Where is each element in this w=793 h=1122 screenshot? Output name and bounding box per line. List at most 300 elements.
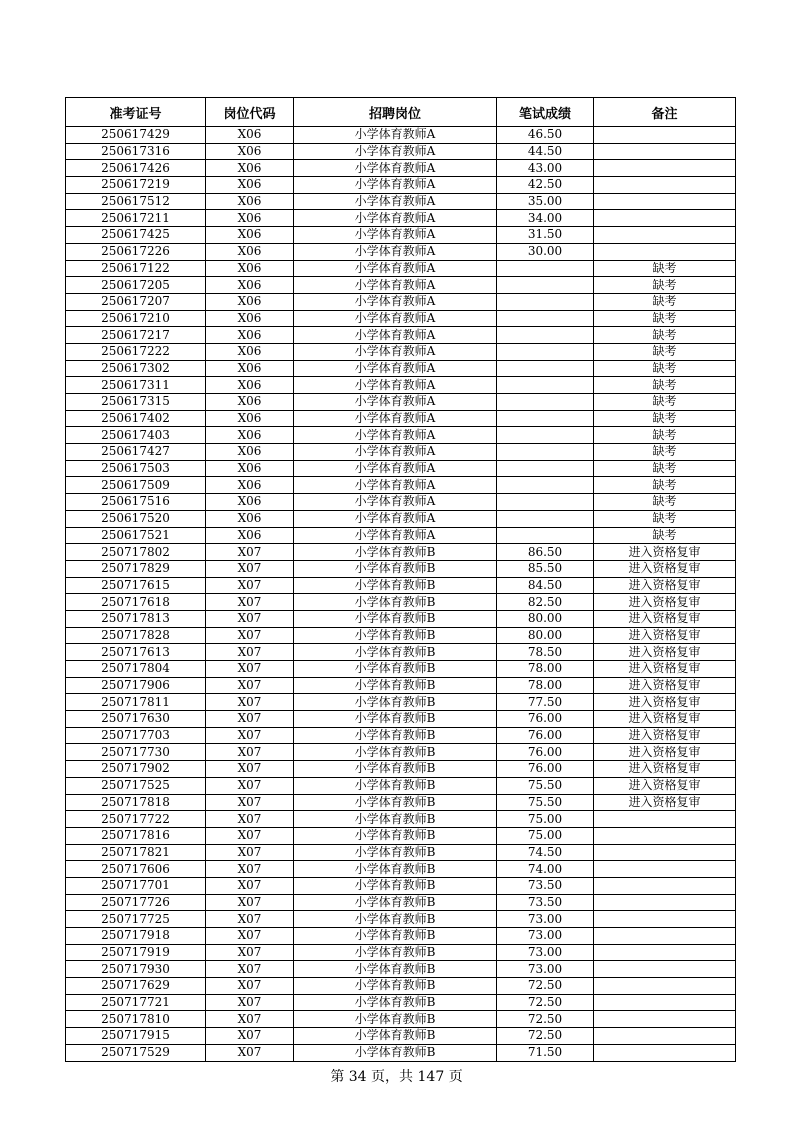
cell-position: 小学体育教师B	[294, 610, 497, 627]
cell-remarks: 缺考	[594, 477, 736, 494]
cell-position: 小学体育教师A	[294, 477, 497, 494]
cell-written-score: 73.00	[497, 961, 594, 978]
cell-position-code: X06	[206, 177, 294, 194]
header-position-code: 岗位代码	[206, 98, 294, 127]
table-row	[66, 1011, 736, 1028]
cell-position-code: X06	[206, 193, 294, 210]
cell-position-code: X07	[206, 711, 294, 728]
cell-position-code: X07	[206, 560, 294, 577]
footer-total-pages: 147	[417, 1069, 445, 1085]
cell-admission-number: 250717906	[66, 677, 206, 694]
cell-remarks: 进入资格复审	[594, 777, 736, 794]
cell-remarks: 进入资格复审	[594, 661, 736, 678]
header-admission-number: 准考证号	[66, 98, 206, 127]
cell-admission-number: 250717630	[66, 711, 206, 728]
cell-admission-number: 250717829	[66, 560, 206, 577]
cell-position: 小学体育教师B	[294, 911, 497, 928]
cell-position-code: X07	[206, 961, 294, 978]
table-row	[66, 260, 736, 277]
table-row	[66, 994, 736, 1011]
cell-admission-number: 250717618	[66, 594, 206, 611]
table-row	[66, 210, 736, 227]
cell-admission-number: 250717802	[66, 544, 206, 561]
table-row	[66, 310, 736, 327]
cell-position: 小学体育教师B	[294, 944, 497, 961]
table-row	[66, 160, 736, 177]
cell-written-score: 73.00	[497, 928, 594, 945]
table-row	[66, 510, 736, 527]
table-row	[66, 460, 736, 477]
cell-admission-number: 250717613	[66, 644, 206, 661]
cell-admission-number: 250617509	[66, 477, 206, 494]
cell-position-code: X07	[206, 677, 294, 694]
cell-remarks	[594, 861, 736, 878]
cell-position-code: X06	[206, 277, 294, 294]
cell-remarks: 进入资格复审	[594, 594, 736, 611]
table-row	[66, 343, 736, 360]
cell-remarks	[594, 160, 736, 177]
cell-remarks: 进入资格复审	[594, 577, 736, 594]
cell-position-code: X07	[206, 627, 294, 644]
cell-remarks: 进入资格复审	[594, 744, 736, 761]
cell-position-code: X07	[206, 1028, 294, 1045]
table-row	[66, 293, 736, 310]
cell-position: 小学体育教师A	[294, 343, 497, 360]
cell-remarks: 缺考	[594, 327, 736, 344]
cell-remarks	[594, 894, 736, 911]
cell-position-code: X07	[206, 944, 294, 961]
cell-written-score: 30.00	[497, 243, 594, 260]
cell-remarks	[594, 210, 736, 227]
cell-position: 小学体育教师A	[294, 177, 497, 194]
cell-written-score: 75.50	[497, 777, 594, 794]
header-written-score: 笔试成绩	[497, 98, 594, 127]
table-row	[66, 861, 736, 878]
cell-position: 小学体育教师B	[294, 877, 497, 894]
cell-remarks	[594, 143, 736, 160]
cell-written-score: 78.00	[497, 661, 594, 678]
footer-suffix: 页	[448, 1069, 463, 1085]
cell-position-code: X07	[206, 610, 294, 627]
cell-position: 小学体育教师B	[294, 994, 497, 1011]
cell-written-score: 43.00	[497, 160, 594, 177]
cell-written-score: 75.00	[497, 827, 594, 844]
table-row	[66, 911, 736, 928]
cell-remarks: 缺考	[594, 343, 736, 360]
cell-remarks: 进入资格复审	[594, 694, 736, 711]
cell-admission-number: 250717918	[66, 928, 206, 945]
cell-position: 小学体育教师B	[294, 844, 497, 861]
cell-written-score: 80.00	[497, 610, 594, 627]
cell-admission-number: 250717722	[66, 811, 206, 828]
table-row	[66, 661, 736, 678]
cell-position-code: X07	[206, 594, 294, 611]
cell-position: 小学体育教师A	[294, 160, 497, 177]
cell-remarks	[594, 227, 736, 244]
cell-written-score	[497, 260, 594, 277]
table-row	[66, 811, 736, 828]
cell-remarks: 进入资格复审	[594, 761, 736, 778]
cell-position-code: X06	[206, 510, 294, 527]
cell-written-score: 82.50	[497, 594, 594, 611]
cell-written-score: 31.50	[497, 227, 594, 244]
table-body	[66, 127, 736, 1062]
cell-admission-number: 250717726	[66, 894, 206, 911]
cell-position-code: X06	[206, 260, 294, 277]
cell-position: 小学体育教师A	[294, 277, 497, 294]
table-row	[66, 227, 736, 244]
cell-position-code: X06	[206, 394, 294, 411]
table-row	[66, 494, 736, 511]
cell-written-score	[497, 277, 594, 294]
cell-position-code: X06	[206, 527, 294, 544]
table-row	[66, 877, 736, 894]
table-row	[66, 444, 736, 461]
cell-written-score: 78.50	[497, 644, 594, 661]
cell-written-score	[497, 343, 594, 360]
cell-written-score: 76.00	[497, 711, 594, 728]
cell-admission-number: 250717915	[66, 1028, 206, 1045]
cell-written-score: 72.50	[497, 1011, 594, 1028]
page-footer	[0, 1066, 793, 1086]
cell-position-code: X07	[206, 744, 294, 761]
cell-position-code: X07	[206, 644, 294, 661]
table-row	[66, 610, 736, 627]
cell-remarks	[594, 811, 736, 828]
table-row	[66, 894, 736, 911]
cell-admission-number: 250717629	[66, 978, 206, 995]
table-row	[66, 694, 736, 711]
cell-position: 小学体育教师A	[294, 394, 497, 411]
table-row	[66, 794, 736, 811]
cell-admission-number: 250717701	[66, 877, 206, 894]
cell-written-score: 72.50	[497, 978, 594, 995]
cell-remarks	[594, 911, 736, 928]
cell-written-score: 74.50	[497, 844, 594, 861]
cell-written-score	[497, 310, 594, 327]
cell-remarks: 缺考	[594, 494, 736, 511]
cell-position: 小学体育教师B	[294, 627, 497, 644]
table-row	[66, 978, 736, 995]
table-row	[66, 777, 736, 794]
cell-position-code: X06	[206, 477, 294, 494]
cell-admission-number: 250717813	[66, 610, 206, 627]
cell-admission-number: 250617402	[66, 410, 206, 427]
cell-written-score: 76.00	[497, 761, 594, 778]
table-row	[66, 944, 736, 961]
cell-written-score: 35.00	[497, 193, 594, 210]
cell-position: 小学体育教师B	[294, 894, 497, 911]
table-row	[66, 127, 736, 144]
table-row	[66, 560, 736, 577]
cell-admission-number: 250617217	[66, 327, 206, 344]
cell-remarks	[594, 844, 736, 861]
cell-written-score	[497, 510, 594, 527]
cell-position-code: X06	[206, 343, 294, 360]
cell-remarks	[594, 961, 736, 978]
cell-position: 小学体育教师B	[294, 761, 497, 778]
cell-position: 小学体育教师A	[294, 243, 497, 260]
table-row	[66, 143, 736, 160]
cell-position-code: X07	[206, 827, 294, 844]
cell-remarks: 缺考	[594, 293, 736, 310]
cell-admission-number: 250617429	[66, 127, 206, 144]
cell-position-code: X07	[206, 861, 294, 878]
cell-position-code: X07	[206, 794, 294, 811]
cell-admission-number: 250617403	[66, 427, 206, 444]
cell-position: 小学体育教师A	[294, 510, 497, 527]
cell-position: 小学体育教师B	[294, 928, 497, 945]
cell-admission-number: 250717828	[66, 627, 206, 644]
cell-admission-number: 250617316	[66, 143, 206, 160]
cell-position-code: X07	[206, 777, 294, 794]
header-position: 招聘岗位	[294, 98, 497, 127]
cell-remarks	[594, 243, 736, 260]
table-row	[66, 427, 736, 444]
cell-position: 小学体育教师A	[294, 360, 497, 377]
cell-remarks	[594, 127, 736, 144]
cell-written-score: 73.50	[497, 894, 594, 911]
cell-written-score	[497, 494, 594, 511]
cell-position: 小学体育教师B	[294, 777, 497, 794]
cell-position: 小学体育教师B	[294, 1044, 497, 1061]
table-row	[66, 394, 736, 411]
cell-remarks: 进入资格复审	[594, 727, 736, 744]
cell-remarks: 缺考	[594, 427, 736, 444]
cell-admission-number: 250617512	[66, 193, 206, 210]
cell-position: 小学体育教师B	[294, 544, 497, 561]
cell-remarks	[594, 944, 736, 961]
cell-written-score: 72.50	[497, 1028, 594, 1045]
cell-written-score: 76.00	[497, 727, 594, 744]
footer-page-number: 34	[348, 1069, 367, 1085]
cell-position: 小学体育教师B	[294, 1028, 497, 1045]
cell-admission-number: 250617426	[66, 160, 206, 177]
cell-position-code: X07	[206, 911, 294, 928]
table-row	[66, 961, 736, 978]
cell-admission-number: 250717902	[66, 761, 206, 778]
cell-remarks: 进入资格复审	[594, 644, 736, 661]
cell-written-score	[497, 427, 594, 444]
cell-admission-number: 250717606	[66, 861, 206, 878]
cell-position-code: X07	[206, 694, 294, 711]
cell-remarks	[594, 1044, 736, 1061]
cell-remarks: 进入资格复审	[594, 544, 736, 561]
table-row	[66, 360, 736, 377]
cell-remarks: 缺考	[594, 410, 736, 427]
table-row	[66, 928, 736, 945]
table-row	[66, 827, 736, 844]
cell-position: 小学体育教师B	[294, 694, 497, 711]
cell-position: 小学体育教师B	[294, 978, 497, 995]
cell-position: 小学体育教师A	[294, 527, 497, 544]
cell-written-score: 76.00	[497, 744, 594, 761]
cell-admission-number: 250617219	[66, 177, 206, 194]
table-row	[66, 711, 736, 728]
cell-position-code: X06	[206, 460, 294, 477]
cell-position-code: X06	[206, 293, 294, 310]
cell-admission-number: 250717529	[66, 1044, 206, 1061]
cell-position: 小学体育教师B	[294, 577, 497, 594]
cell-written-score: 34.00	[497, 210, 594, 227]
cell-written-score: 46.50	[497, 127, 594, 144]
cell-admission-number: 250717821	[66, 844, 206, 861]
cell-position-code: X06	[206, 227, 294, 244]
cell-position-code: X06	[206, 360, 294, 377]
cell-position: 小学体育教师B	[294, 727, 497, 744]
table-row	[66, 594, 736, 611]
cell-admission-number: 250617503	[66, 460, 206, 477]
cell-written-score: 73.00	[497, 944, 594, 961]
cell-position: 小学体育教师B	[294, 594, 497, 611]
cell-admission-number: 250617211	[66, 210, 206, 227]
cell-remarks: 进入资格复审	[594, 627, 736, 644]
cell-written-score: 86.50	[497, 544, 594, 561]
cell-position-code: X07	[206, 1011, 294, 1028]
cell-written-score: 77.50	[497, 694, 594, 711]
cell-written-score: 84.50	[497, 577, 594, 594]
cell-position: 小学体育教师A	[294, 310, 497, 327]
cell-admission-number: 250717810	[66, 1011, 206, 1028]
score-table	[65, 97, 736, 1062]
cell-written-score	[497, 444, 594, 461]
cell-position: 小学体育教师B	[294, 711, 497, 728]
cell-admission-number: 250617520	[66, 510, 206, 527]
cell-admission-number: 250617210	[66, 310, 206, 327]
cell-position-code: X07	[206, 877, 294, 894]
cell-remarks: 进入资格复审	[594, 610, 736, 627]
cell-remarks: 进入资格复审	[594, 711, 736, 728]
cell-position-code: X06	[206, 310, 294, 327]
table-row	[66, 177, 736, 194]
cell-position: 小学体育教师A	[294, 427, 497, 444]
cell-admission-number: 250717721	[66, 994, 206, 1011]
cell-position: 小学体育教师B	[294, 560, 497, 577]
cell-written-score: 71.50	[497, 1044, 594, 1061]
cell-position-code: X07	[206, 727, 294, 744]
cell-written-score: 80.00	[497, 627, 594, 644]
cell-written-score	[497, 460, 594, 477]
cell-position-code: X06	[206, 327, 294, 344]
cell-position-code: X07	[206, 577, 294, 594]
cell-written-score	[497, 527, 594, 544]
cell-position-code: X06	[206, 143, 294, 160]
table-row	[66, 844, 736, 861]
table-row	[66, 1044, 736, 1061]
table-row	[66, 577, 736, 594]
cell-admission-number: 250617521	[66, 527, 206, 544]
cell-admission-number: 250617302	[66, 360, 206, 377]
cell-position-code: X06	[206, 444, 294, 461]
cell-position: 小学体育教师A	[294, 377, 497, 394]
cell-position: 小学体育教师B	[294, 811, 497, 828]
cell-position-code: X07	[206, 1044, 294, 1061]
cell-admission-number: 250717930	[66, 961, 206, 978]
cell-admission-number: 250617205	[66, 277, 206, 294]
cell-remarks: 缺考	[594, 260, 736, 277]
cell-admission-number: 250617311	[66, 377, 206, 394]
cell-admission-number: 250717919	[66, 944, 206, 961]
cell-position: 小学体育教师B	[294, 644, 497, 661]
cell-admission-number: 250717730	[66, 744, 206, 761]
cell-position: 小学体育教师B	[294, 861, 497, 878]
cell-position-code: X07	[206, 994, 294, 1011]
cell-position: 小学体育教师A	[294, 293, 497, 310]
cell-position: 小学体育教师A	[294, 410, 497, 427]
cell-position-code: X06	[206, 494, 294, 511]
cell-remarks	[594, 928, 736, 945]
cell-written-score: 73.00	[497, 911, 594, 928]
cell-remarks	[594, 1028, 736, 1045]
table-row	[66, 193, 736, 210]
cell-position: 小学体育教师A	[294, 193, 497, 210]
cell-remarks	[594, 827, 736, 844]
cell-remarks: 缺考	[594, 277, 736, 294]
cell-position-code: X07	[206, 544, 294, 561]
table-row	[66, 477, 736, 494]
cell-position-code: X06	[206, 427, 294, 444]
cell-written-score	[497, 360, 594, 377]
cell-remarks: 进入资格复审	[594, 677, 736, 694]
cell-remarks: 缺考	[594, 394, 736, 411]
cell-position: 小学体育教师A	[294, 460, 497, 477]
cell-remarks: 进入资格复审	[594, 560, 736, 577]
cell-remarks: 缺考	[594, 444, 736, 461]
cell-written-score	[497, 327, 594, 344]
cell-written-score: 74.00	[497, 861, 594, 878]
footer-middle: 页，共	[371, 1069, 414, 1085]
cell-position-code: X07	[206, 811, 294, 828]
cell-admission-number: 250617516	[66, 494, 206, 511]
cell-remarks	[594, 978, 736, 995]
cell-position: 小学体育教师A	[294, 494, 497, 511]
cell-admission-number: 250717703	[66, 727, 206, 744]
cell-position-code: X06	[206, 160, 294, 177]
cell-admission-number: 250717816	[66, 827, 206, 844]
table-row	[66, 677, 736, 694]
table-row	[66, 744, 736, 761]
cell-remarks	[594, 877, 736, 894]
cell-position-code: X06	[206, 127, 294, 144]
table-row	[66, 544, 736, 561]
cell-admission-number: 250717804	[66, 661, 206, 678]
table-row	[66, 377, 736, 394]
cell-remarks: 缺考	[594, 310, 736, 327]
cell-admission-number: 250717811	[66, 694, 206, 711]
table-row	[66, 327, 736, 344]
table-row	[66, 1028, 736, 1045]
cell-position: 小学体育教师A	[294, 143, 497, 160]
cell-remarks	[594, 193, 736, 210]
cell-remarks: 缺考	[594, 360, 736, 377]
cell-position: 小学体育教师A	[294, 327, 497, 344]
cell-admission-number: 250617315	[66, 394, 206, 411]
cell-admission-number: 250617425	[66, 227, 206, 244]
cell-position-code: X06	[206, 243, 294, 260]
table-row	[66, 761, 736, 778]
cell-admission-number: 250617122	[66, 260, 206, 277]
cell-position-code: X06	[206, 210, 294, 227]
cell-written-score	[497, 377, 594, 394]
cell-admission-number: 250717525	[66, 777, 206, 794]
cell-remarks: 缺考	[594, 460, 736, 477]
cell-position-code: X07	[206, 844, 294, 861]
cell-admission-number: 250717725	[66, 911, 206, 928]
cell-position: 小学体育教师A	[294, 260, 497, 277]
cell-written-score: 44.50	[497, 143, 594, 160]
cell-position-code: X07	[206, 661, 294, 678]
cell-position: 小学体育教师B	[294, 794, 497, 811]
